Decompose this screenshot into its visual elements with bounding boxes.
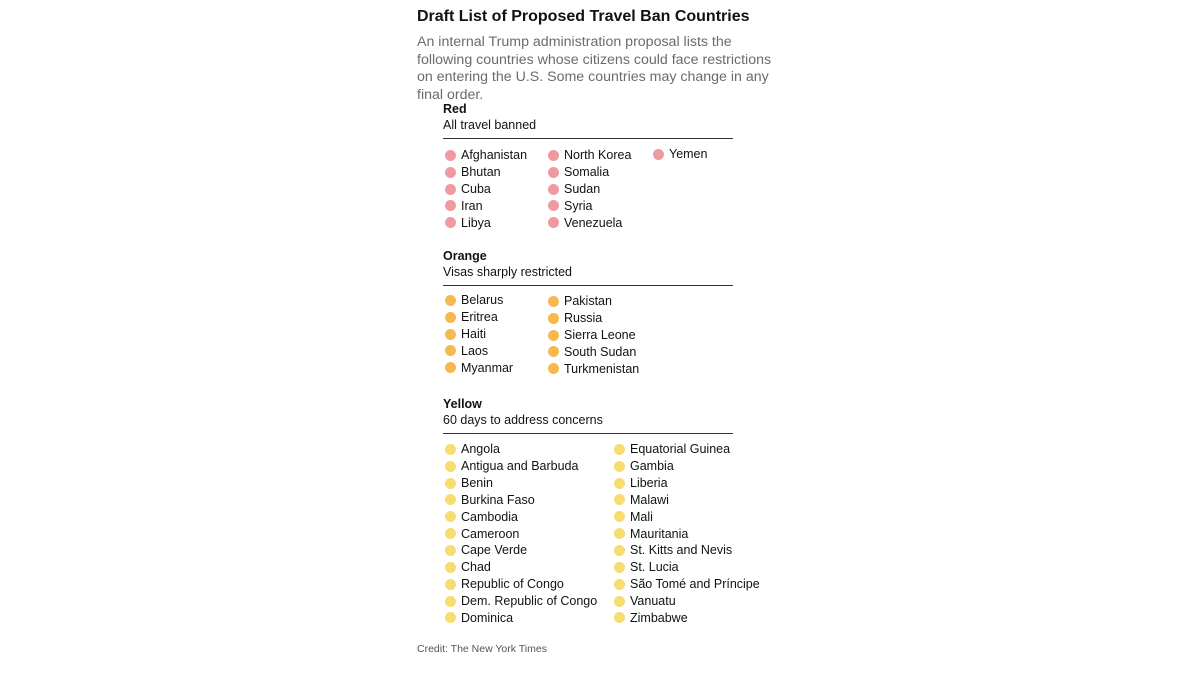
- bullet-dot-icon: [445, 345, 456, 356]
- bullet-dot-icon: [445, 511, 456, 522]
- country-item: [548, 164, 631, 181]
- bullet-dot-icon: [445, 217, 456, 228]
- bullet-dot-icon: [445, 444, 456, 455]
- bullet-dot-icon: [614, 511, 625, 522]
- section-description: All travel banned: [443, 118, 537, 132]
- country-name: Malawi: [630, 492, 669, 507]
- country-name: Cambodia: [461, 509, 518, 524]
- country-item: [614, 576, 760, 593]
- country-item: [445, 508, 597, 525]
- section-orange: [443, 248, 733, 286]
- country-item: [614, 441, 760, 458]
- country-name: São Tomé and Príncipe: [630, 577, 760, 592]
- country-name: Chad: [461, 560, 491, 575]
- bullet-dot-icon: [614, 562, 625, 573]
- bullet-dot-icon: [445, 329, 456, 340]
- country-name: Syria: [564, 198, 593, 213]
- country-column: [445, 292, 513, 376]
- bullet-dot-icon: [614, 612, 625, 623]
- country-column: [445, 441, 597, 626]
- country-name: St. Lucia: [630, 560, 679, 575]
- bullet-dot-icon: [445, 312, 456, 323]
- country-name: Myanmar: [461, 360, 514, 375]
- country-item: [445, 542, 597, 559]
- bullet-dot-icon: [614, 579, 625, 590]
- country-item: [614, 492, 760, 509]
- intro-text: An internal Trump administration proposal lists the following countries whose citizens could face restrictions on entering the U.S. Some countries may change in any final order.: [417, 34, 772, 103]
- country-name: Vanuatu: [630, 594, 676, 609]
- bullet-dot-icon: [445, 167, 456, 178]
- bullet-dot-icon: [614, 461, 625, 472]
- country-item: [445, 559, 597, 576]
- bullet-dot-icon: [445, 612, 456, 623]
- country-item: [548, 181, 631, 198]
- country-column: [548, 147, 631, 231]
- section-name: Yellow: [443, 397, 482, 411]
- country-item: [445, 475, 597, 492]
- country-item: [548, 360, 639, 377]
- country-item: [445, 492, 597, 509]
- bullet-dot-icon: [548, 313, 559, 324]
- country-item: [445, 576, 597, 593]
- country-name: Iran: [461, 198, 483, 213]
- country-name: Cuba: [461, 182, 491, 197]
- bullet-dot-icon: [445, 494, 456, 505]
- country-item: [445, 609, 597, 626]
- country-name: Equatorial Guinea: [630, 442, 731, 457]
- country-item: [548, 310, 639, 327]
- country-item: [445, 181, 527, 198]
- country-name: Cape Verde: [461, 543, 528, 558]
- bullet-dot-icon: [614, 545, 625, 556]
- section-divider: [443, 138, 733, 139]
- section-name: Orange: [443, 249, 487, 263]
- country-name: Benin: [461, 476, 493, 491]
- country-item: [548, 198, 631, 215]
- country-name: Dominica: [461, 610, 514, 625]
- country-item: [548, 293, 639, 310]
- bullet-dot-icon: [548, 217, 559, 228]
- section-yellow: [443, 396, 733, 434]
- country-column: [653, 146, 707, 163]
- country-name: Belarus: [461, 293, 504, 308]
- country-name: Yemen: [669, 147, 708, 162]
- country-column: [614, 441, 760, 626]
- bullet-dot-icon: [548, 167, 559, 178]
- country-name: Bhutan: [461, 165, 501, 180]
- country-name: Dem. Republic of Congo: [461, 594, 598, 609]
- country-name: Liberia: [630, 476, 668, 491]
- bullet-dot-icon: [445, 596, 456, 607]
- country-item: [548, 327, 639, 344]
- bullet-dot-icon: [614, 478, 625, 489]
- country-item: [445, 441, 597, 458]
- country-name: Gambia: [630, 459, 674, 474]
- bullet-dot-icon: [548, 296, 559, 307]
- bullet-dot-icon: [445, 545, 456, 556]
- country-item: [614, 458, 760, 475]
- country-name: Angola: [461, 442, 500, 457]
- country-item: [614, 508, 760, 525]
- bullet-dot-icon: [548, 346, 559, 357]
- country-name: North Korea: [564, 148, 632, 163]
- country-column: [445, 147, 527, 231]
- country-item: [614, 593, 760, 610]
- country-item: [445, 147, 527, 164]
- section-name: Red: [443, 102, 467, 116]
- bullet-dot-icon: [445, 461, 456, 472]
- country-name: South Sudan: [564, 344, 637, 359]
- country-item: [445, 214, 527, 231]
- bullet-dot-icon: [548, 184, 559, 195]
- country-item: [445, 198, 527, 215]
- country-item: [445, 292, 513, 309]
- country-name: Eritrea: [461, 310, 498, 325]
- country-column: [548, 293, 639, 377]
- country-name: Russia: [564, 311, 603, 326]
- country-item: [445, 309, 513, 326]
- page-title: Draft List of Proposed Travel Ban Countries: [417, 8, 750, 25]
- bullet-dot-icon: [445, 200, 456, 211]
- bullet-dot-icon: [548, 200, 559, 211]
- bullet-dot-icon: [445, 579, 456, 590]
- country-name: Sudan: [564, 182, 601, 197]
- country-item: [445, 164, 527, 181]
- country-item: [614, 559, 760, 576]
- country-name: St. Kitts and Nevis: [630, 543, 733, 558]
- section-divider: [443, 285, 733, 286]
- bullet-dot-icon: [614, 444, 625, 455]
- bullet-dot-icon: [445, 150, 456, 161]
- section-red: [443, 101, 733, 139]
- credit-line: Credit: The New York Times: [417, 643, 547, 655]
- country-name: Burkina Faso: [461, 492, 535, 507]
- bullet-dot-icon: [653, 149, 664, 160]
- country-name: Haiti: [461, 327, 487, 342]
- country-name: Mauritania: [630, 526, 689, 541]
- country-name: Libya: [461, 215, 491, 230]
- country-name: Cameroon: [461, 526, 520, 541]
- bullet-dot-icon: [445, 478, 456, 489]
- section-description: Visas sharply restricted: [443, 265, 572, 279]
- country-name: Sierra Leone: [564, 328, 636, 343]
- country-item: [614, 525, 760, 542]
- bullet-dot-icon: [548, 363, 559, 374]
- country-item: [614, 475, 760, 492]
- country-name: Zimbabwe: [630, 610, 688, 625]
- country-item: [445, 458, 597, 475]
- bullet-dot-icon: [445, 528, 456, 539]
- bullet-dot-icon: [614, 528, 625, 539]
- country-item: [548, 147, 631, 164]
- country-name: Antigua and Barbuda: [461, 459, 579, 474]
- section-description: 60 days to address concerns: [443, 413, 603, 427]
- country-item: [445, 359, 513, 376]
- country-name: Laos: [461, 343, 489, 358]
- country-name: Republic of Congo: [461, 577, 564, 592]
- country-name: Afghanistan: [461, 148, 528, 163]
- country-item: [614, 542, 760, 559]
- country-name: Venezuela: [564, 215, 623, 230]
- country-item: [548, 344, 639, 361]
- bullet-dot-icon: [445, 562, 456, 573]
- country-name: Mali: [630, 509, 653, 524]
- country-name: Somalia: [564, 165, 610, 180]
- country-item: [614, 609, 760, 626]
- section-divider: [443, 433, 733, 434]
- country-item: [445, 326, 513, 343]
- bullet-dot-icon: [445, 362, 456, 373]
- country-name: Pakistan: [564, 294, 612, 309]
- bullet-dot-icon: [548, 330, 559, 341]
- bullet-dot-icon: [445, 295, 456, 306]
- country-item: [445, 343, 513, 360]
- bullet-dot-icon: [445, 184, 456, 195]
- country-name: Turkmenistan: [564, 361, 640, 376]
- country-item: [445, 593, 597, 610]
- bullet-dot-icon: [614, 596, 625, 607]
- bullet-dot-icon: [548, 150, 559, 161]
- country-item: [653, 146, 707, 163]
- country-item: [548, 214, 631, 231]
- country-item: [445, 525, 597, 542]
- bullet-dot-icon: [614, 494, 625, 505]
